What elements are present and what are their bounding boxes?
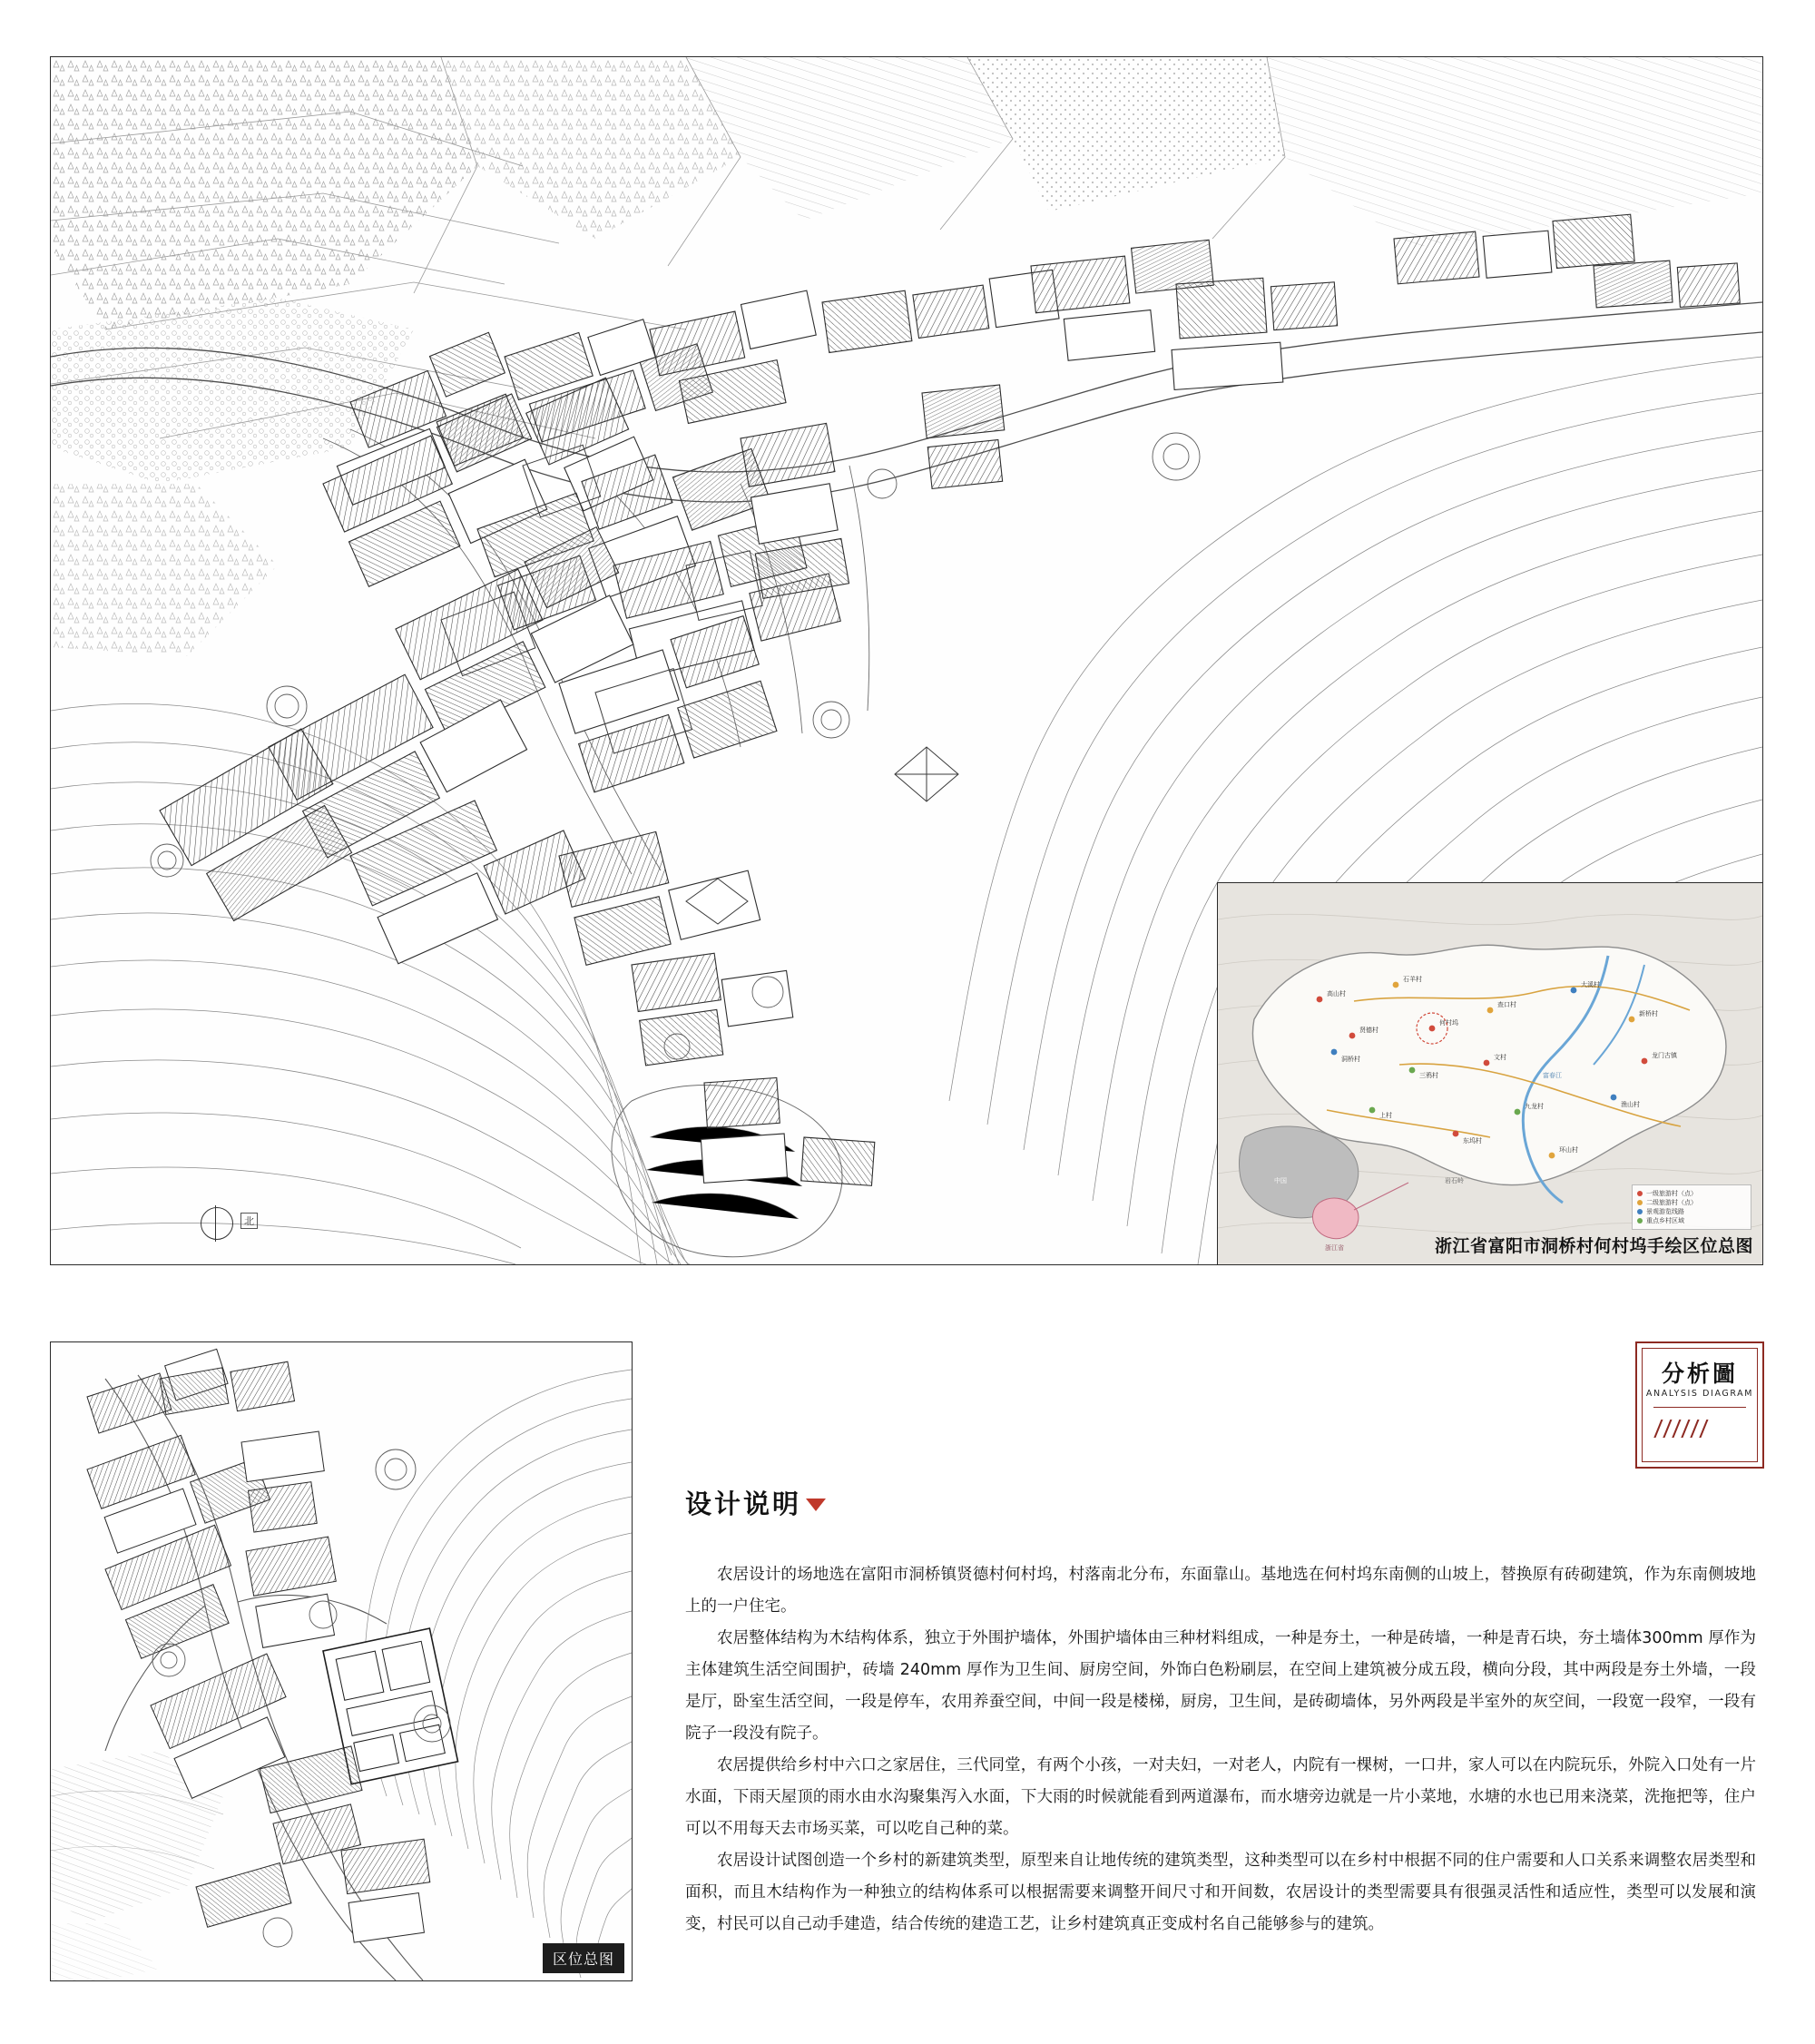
legend-item: 一级旅游村（点）	[1637, 1189, 1746, 1198]
compass-label: 北	[240, 1213, 258, 1229]
stamp-hatch-icon	[1653, 1420, 1712, 1438]
svg-text:洞桥村: 洞桥村	[1341, 1056, 1360, 1063]
legend-item: 重点乡村区域	[1637, 1216, 1746, 1225]
locator-legend	[1632, 1184, 1751, 1230]
legend-item: 二级旅游村（点）	[1637, 1198, 1746, 1207]
design-description-heading: 设计说明	[685, 1489, 802, 1519]
svg-text:石羊村: 石羊村	[1403, 976, 1422, 983]
svg-text:上村: 上村	[1379, 1112, 1392, 1119]
svg-text:龙门古镇: 龙门古镇	[1652, 1052, 1677, 1059]
locator-inset-map	[1217, 882, 1762, 1264]
description-paragraph: 农居设计试图创造一个乡村的新建筑类型，原型来自让地传统的建筑类型，这种类型可以在乡村中根据不同的住户需要和人口关系来调整农居类型和面积，而且木结构作为一种独立的结构体系可以根据需要来调整开间尺寸和开间数，农居设计的类型需要具有很强灵活性和适应性，类型可以发展和演变，村民可以自己动手建造，结合传统的建造工艺，让乡村建筑真正变成村名自己能够参与的建筑。	[685, 1852, 1756, 1933]
svg-text:文村: 文村	[1494, 1054, 1506, 1061]
svg-text:环山村: 环山村	[1559, 1146, 1578, 1154]
legend-item: 景观游览线路	[1637, 1207, 1746, 1216]
stamp-title-cn: 分析圖	[1661, 1361, 1738, 1387]
svg-text:新桥村: 新桥村	[1639, 1010, 1658, 1017]
zone-plan-drawing	[50, 1341, 633, 1981]
stamp-title-en: ANALYSIS DIAGRAM	[1645, 1389, 1754, 1399]
svg-text:九龙村: 九龙村	[1525, 1103, 1544, 1110]
description-paragraph: 农居整体结构为木结构体系，独立于外围护墙体，外围护墙体由三种材料组成，一种是夯土，一种是砖墙，一种是青石块，夯土墙体300mm 厚作为主体建筑生活空间围护，砖墙 240mm 厚作为卫生间、厨房空间，外饰白色粉刷层，在空间上建筑被分成五段，横向分段，其中两段是夯土外墙，一段是厅，卧室生活空间，一段是停车，农用养蚕空间，中间一段是楼梯，厨房，卫生间，是砖砌墙体，另外两段是半室外的灰空间，一段宽一段窄，一段有院子一段没有院子。	[685, 1629, 1756, 1743]
design-description-body	[685, 1559, 1756, 1941]
svg-text:东坞村: 东坞村	[1463, 1137, 1482, 1145]
svg-text:三鸦村: 三鸦村	[1419, 1072, 1438, 1079]
compass-north-icon	[201, 1205, 282, 1242]
site-plan-drawing	[50, 56, 1763, 1265]
description-paragraph: 农居提供给乡村中六口之家居住，三代同堂，有两个小孩，一对夫妇，一对老人，内院有一棵树，一口井，家人可以在内院玩乐，外院入口处有一片水面，下雨天屋顶的雨水由水沟聚集泻入水面，下大雨的时候就能看到两道瀑布，而水塘旁边就是一片小菜地，水塘的水也已用来浇菜，洗拖把等，住户可以不用每天去市场买菜，可以吃自己种的菜。	[685, 1756, 1756, 1838]
svg-text:渔山村: 渔山村	[1621, 1101, 1640, 1108]
stamp-divider	[1653, 1407, 1746, 1408]
svg-text:岩石岭: 岩石岭	[1445, 1177, 1464, 1184]
svg-text:查口村: 查口村	[1497, 1001, 1516, 1008]
description-paragraph: 农居设计的场地选在富阳市洞桥镇贤德村何村坞，村落南北分布，东面靠山。基地选在何村坞东南侧的山坡上，替换原有砖砌建筑，作为东南侧坡地上的一户住宅。	[685, 1566, 1756, 1616]
svg-text:富春江: 富春江	[1543, 1072, 1562, 1079]
svg-text:大溪村: 大溪村	[1581, 981, 1600, 988]
zone-plan-caption: 区位总图	[543, 1943, 624, 1973]
svg-text:何村坞: 何村坞	[1439, 1019, 1458, 1027]
analysis-diagram-stamp	[1635, 1341, 1764, 1469]
locator-caption: 浙江省富阳市洞桥村何村坞手绘区位总图	[1434, 1236, 1753, 1256]
svg-text:中国: 中国	[1274, 1177, 1287, 1184]
svg-text:浙江省: 浙江省	[1325, 1244, 1344, 1252]
zone-plan-svg	[51, 1342, 632, 1980]
svg-text:高山村: 高山村	[1327, 990, 1346, 997]
triangle-marker-icon	[806, 1499, 826, 1511]
svg-text:贤德村: 贤德村	[1359, 1027, 1378, 1034]
